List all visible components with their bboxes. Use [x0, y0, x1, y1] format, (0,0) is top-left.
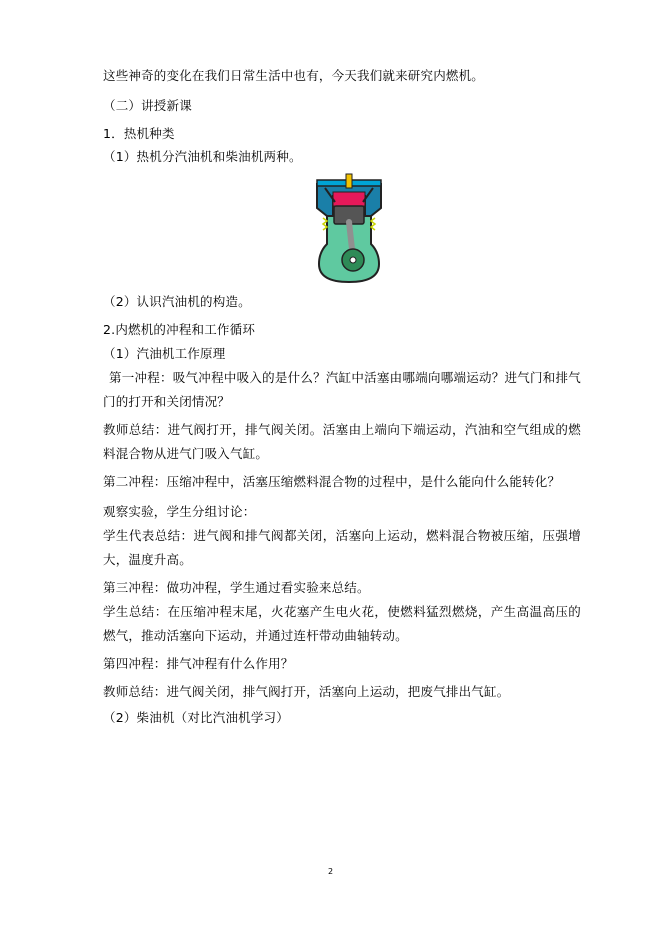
- item-gasoline-structure: （2）认识汽油机的构造。: [103, 294, 251, 309]
- heading-heat-engine-types: 1．热机种类: [103, 126, 175, 141]
- stroke3-line: 第三冲程：做功冲程，学生通过看实验来总结。: [103, 580, 370, 595]
- stroke1-question: 第一冲程：吸气冲程中吸入的是什么？汽缸中活塞由哪端向哪端运动？进气门和排气门的打开和关闭情况？: [103, 370, 581, 409]
- observe-experiment: 观察实验，学生分组讨论：: [103, 504, 256, 519]
- stroke1-answer: 教师总结：进气阀打开，排气阀关闭。活塞由上端向下端运动，汽油和空气组成的燃料混合物从进气门吸入气缸。: [103, 422, 581, 461]
- item-engine-kinds: （1）热机分汽油机和柴油机两种。: [103, 149, 302, 164]
- stroke4-answer: 教师总结：进气阀关闭，排气阀打开，活塞向上运动，把废气排出气缸。: [103, 684, 510, 699]
- stroke4-question: 第四冲程：排气冲程有什么作用？: [103, 656, 294, 671]
- intro-line: 这些神奇的变化在我们日常生活中也有，今天我们就来研究内燃机。: [103, 68, 485, 83]
- sub-diesel: （2）柴油机（对比汽油机学习）: [103, 710, 289, 725]
- stroke2-answer: 学生代表总结：进气阀和排气阀都关闭，活塞向上运动，燃料混合物被压缩，压强增大，温度升高。: [103, 528, 581, 567]
- engine-cylinder-diagram-icon: [313, 172, 385, 284]
- stroke2-question: 第二冲程：压缩冲程中，活塞压缩燃料混合物的过程中，是什么能向什么能转化？: [103, 474, 561, 489]
- sub-gasoline-principle: （1）汽油机工作原理: [103, 346, 226, 361]
- page-number: 2: [327, 867, 334, 876]
- stroke3-answer: 学生总结：在压缩冲程末尾，火花塞产生电火花，使燃料猛烈燃烧，产生高温高压的燃气，推动活塞向下运动，并通过连杆带动曲轴转动。: [103, 604, 581, 643]
- heading-strokes-cycle: 2.内燃机的冲程和工作循环: [103, 322, 256, 337]
- section-heading: （二）讲授新课: [103, 98, 192, 113]
